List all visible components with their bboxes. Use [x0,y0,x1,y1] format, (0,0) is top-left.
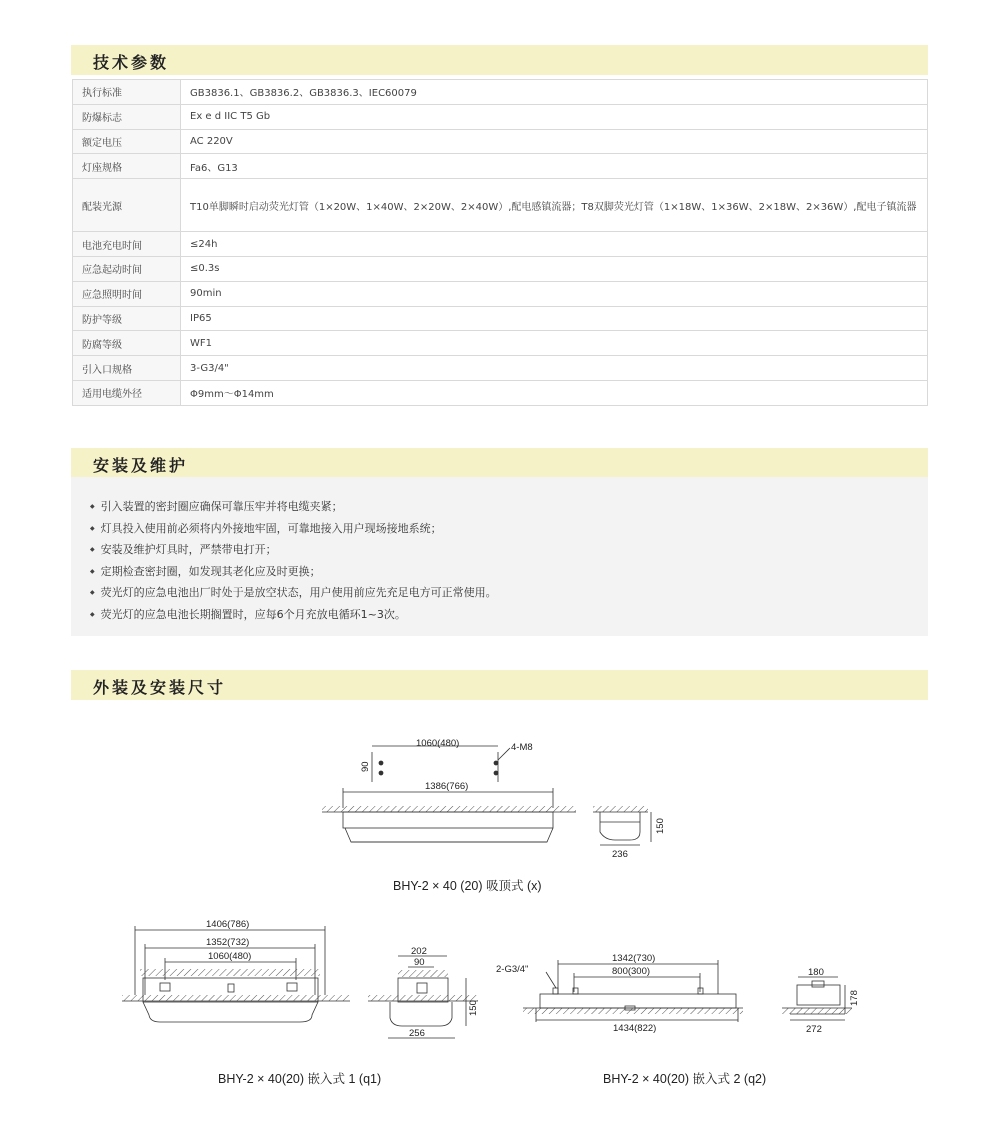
spec-label: 应急起动时间 [73,256,181,281]
spec-value: 90min [181,281,928,306]
q2-bottom-width: 272 [806,1024,822,1035]
spec-value: IP65 [181,306,928,331]
spec-label: 引入口规格 [73,356,181,381]
q2-top-width: 180 [808,967,824,978]
x-width: 236 [612,849,628,860]
drawing-q2 [523,960,852,1022]
q2-inner: 800(300) [612,966,651,977]
q2-lower: 1434(822) [613,1023,657,1034]
spec-value: AC 220V [181,129,928,154]
spec-label: 防护等级 [73,306,181,331]
spec-value: ≤24h [181,232,928,257]
q1-inner: 1060(480) [208,951,252,962]
x-height: 150 [655,818,666,834]
install-section-title: 安装及维护 [93,456,189,475]
x-length: 1386(766) [425,781,469,792]
install-item: ◆ 引入装置的密封圈应确保可靠压牢并将电缆夹紧； [90,497,928,519]
spec-label: 适用电缆外径 [73,380,181,405]
spec-label: 应急照明时间 [73,281,181,306]
q2-upper: 1342(730) [612,953,656,964]
q1-bottom-width: 256 [409,1028,425,1039]
q2-height: 178 [849,990,860,1006]
spec-value: Fa6、G13 [181,154,928,179]
q1-outer: 1406(786) [206,919,250,930]
spec-value: WF1 [181,331,928,356]
q1-top-gap: 90 [414,957,425,968]
drawing-q1 [122,926,478,1038]
spec-value: Ex e d IIC T5 Gb [181,104,928,129]
q1-height: 150 [468,1000,479,1016]
specs-section-title: 技术参数 [93,53,170,72]
q2-caption: BHY-2 × 40(20) 嵌入式 2 (q2) [603,1072,767,1086]
spec-label: 配装光源 [73,179,181,232]
q1-top-width: 202 [411,946,427,957]
install-item: ◆ 灯具投入使用前必须将内外接地牢固，可靠地接入用户现场接地系统； [90,519,928,541]
q2-entry: 2-G3/4" [496,964,529,975]
install-item: ◆ 定期检查密封圈，如发现其老化应及时更换； [90,562,928,584]
install-item: ◆ 荧光灯的应急电池长期搁置时，应每6个月充放电循环1~3次。 [90,605,928,627]
x-hole-gap: 90 [360,761,371,772]
x-bolts: 4-M8 [511,742,533,753]
q1-middle: 1352(732) [206,937,250,948]
spec-value: Φ9mm～Φ14mm [181,380,928,405]
x-caption: BHY-2 × 40 (20) 吸顶式 (x) [393,879,542,893]
spec-label: 执行标准 [73,80,181,105]
x-mount-spacing: 1060(480) [416,738,460,749]
spec-value: ≤0.3s [181,256,928,281]
spec-label: 防腐等级 [73,331,181,356]
spec-label: 电池充电时间 [73,232,181,257]
spec-value: GB3836.1、GB3836.2、GB3836.3、IEC60079 [181,80,928,105]
drawing-x [322,746,651,845]
install-item: ◆ 安装及维护灯具时，严禁带电打开； [90,540,928,562]
spec-label: 额定电压 [73,129,181,154]
spec-label: 灯座规格 [73,154,181,179]
spec-value: 3-G3/4" [181,356,928,381]
spec-value: T10单脚瞬时启动荧光灯管（1×20W、1×40W、2×20W、2×40W）,配电感镇流器；T8双脚荧光灯管（1×18W、1×36W、2×18W、2×36W）,配电子镇流器 [181,179,928,232]
spec-label: 防爆标志 [73,104,181,129]
q1-caption: BHY-2 × 40(20) 嵌入式 1 (q1) [218,1072,382,1086]
dimensions-section-title: 外装及安装尺寸 [93,678,227,697]
install-item: ◆ 荧光灯的应急电池出厂时处于是放空状态，用户使用前应先充足电方可正常使用。 [90,583,928,605]
